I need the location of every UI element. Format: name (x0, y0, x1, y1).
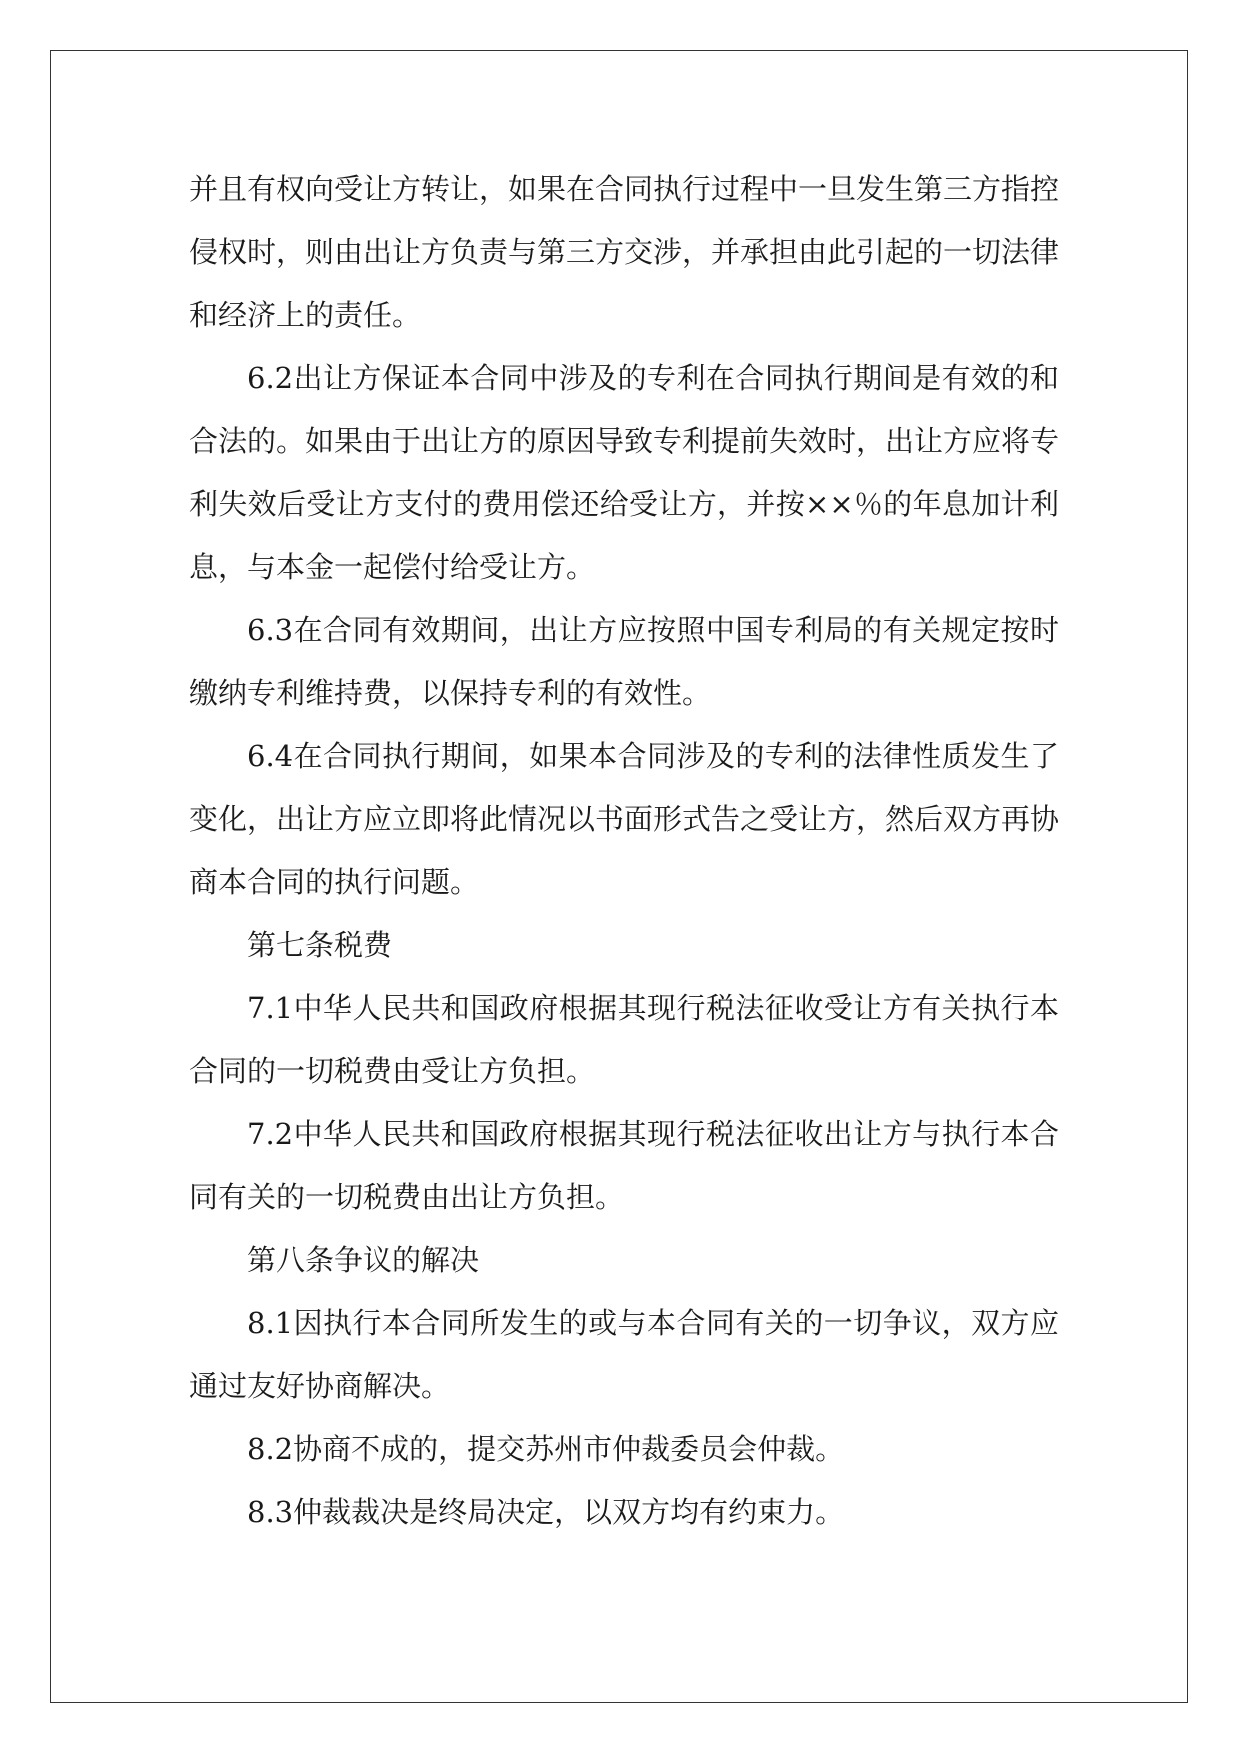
text-line: 和经济上的责任。 (189, 298, 422, 332)
text-line: 同有关的一切税费由出让方负担。 (189, 1180, 625, 1214)
text-line: 商本合同的执行问题。 (189, 865, 480, 899)
text-line: 息，与本金一起偿付给受让方。 (189, 550, 596, 584)
text-line: 6.2出让方保证本合同中涉及的专利在合同执行期间是有效的和 (247, 361, 1059, 395)
text-line: 利失效后受让方支付的费用偿还给受让方，并按××％的年息加计利 (189, 487, 1059, 521)
text-line: 缴纳专利维持费，以保持专利的有效性。 (189, 676, 712, 710)
text-line: 6.4在合同执行期间，如果本合同涉及的专利的法律性质发生了 (247, 739, 1059, 773)
text-line: 8.1因执行本合同所发生的或与本合同有关的一切争议，双方应 (247, 1306, 1059, 1340)
text-line: 变化，出让方应立即将此情况以书面形式告之受让方，然后双方再协 (189, 802, 1060, 836)
text-line: 合同的一切税费由受让方负担。 (189, 1054, 596, 1088)
text-line: 6.3在合同有效期间，出让方应按照中国专利局的有关规定按时 (247, 613, 1059, 647)
text-line: 8.2协商不成的，提交苏州市仲裁委员会仲裁。 (247, 1432, 845, 1466)
text-line: 通过友好协商解决。 (189, 1369, 451, 1403)
section-heading: 第七条税费 (247, 928, 393, 962)
text-line: 合法的。如果由于出让方的原因导致专利提前失效时，出让方应将专 (189, 424, 1060, 458)
document-body (189, 158, 1059, 1544)
text-line: 并且有权向受让方转让，如果在合同执行过程中一旦发生第三方指控 (189, 172, 1060, 206)
text-line: 侵权时，则由出让方负责与第三方交涉，并承担由此引起的一切法律 (189, 235, 1060, 269)
text-line: 8.3仲裁裁决是终局决定，以双方均有约束力。 (247, 1495, 845, 1529)
text-line: 7.1中华人民共和国政府根据其现行税法征收受让方有关执行本 (247, 991, 1059, 1025)
text-line: 7.2中华人民共和国政府根据其现行税法征收出让方与执行本合 (247, 1117, 1059, 1151)
section-heading: 第八条争议的解决 (247, 1243, 480, 1277)
